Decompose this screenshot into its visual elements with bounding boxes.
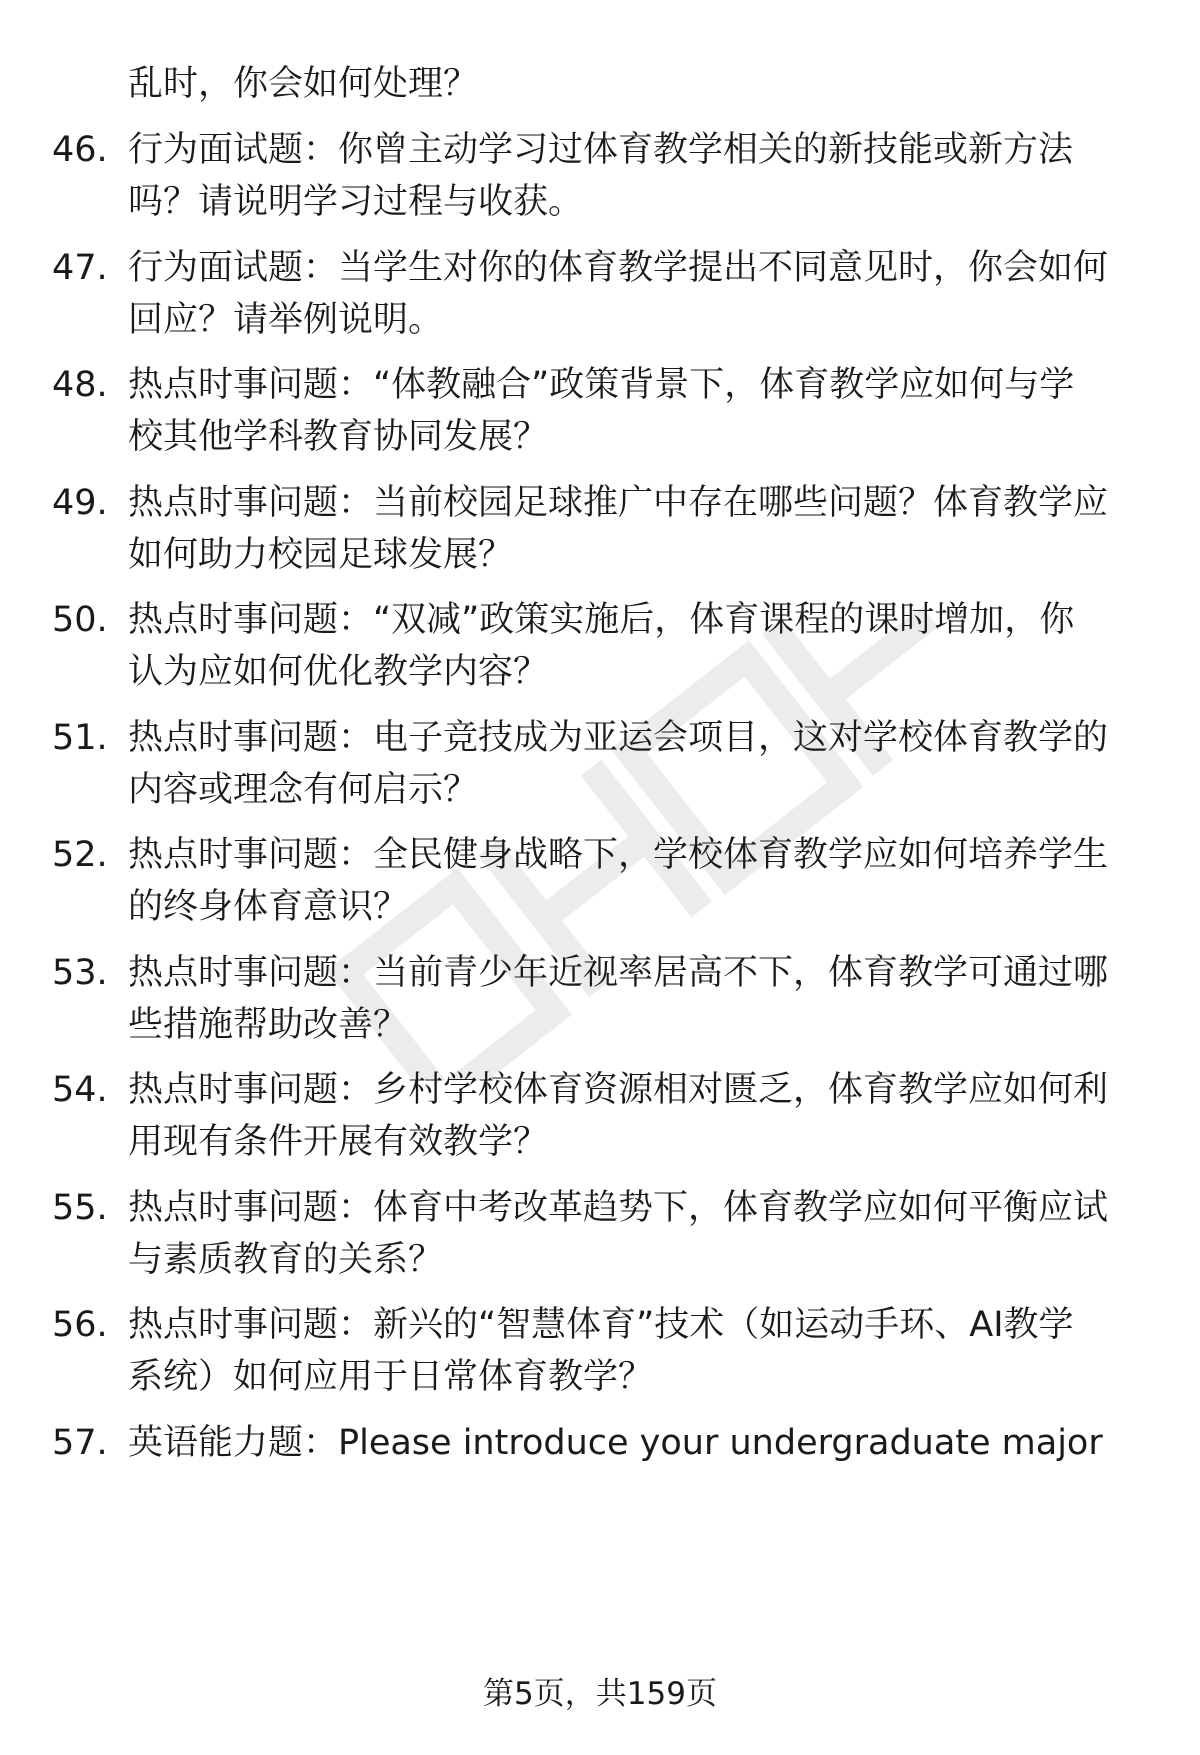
question-number: 54.	[52, 1070, 108, 1110]
question-number: 49.	[52, 483, 108, 523]
question-text-line: 回应？请举例说明。	[128, 300, 444, 340]
question-text-line: 吗？请说明学习过程与收获。	[128, 182, 584, 222]
question-text-line: 行为面试题：当学生对你的体育教学提出不同意见时，你会如何	[128, 248, 1109, 288]
question-text	[128, 359, 1140, 463]
question-text-line: 热点时事问题：体育中考改革趋势下，体育教学应如何平衡应试	[128, 1188, 1109, 1228]
question-text-line: 与素质教育的关系？	[128, 1240, 444, 1280]
question-text-line: 行为面试题：你曾主动学习过体育教学相关的新技能或新方法	[128, 130, 1074, 170]
question-text	[128, 242, 1140, 346]
question-number: 47.	[52, 248, 108, 288]
question-text	[128, 1299, 1140, 1403]
continuation-text: 乱时，你会如何处理？	[128, 64, 479, 104]
question-text-line: 些措施帮助改善？	[128, 1005, 409, 1045]
question-text	[128, 829, 1140, 933]
question-text-line: 英语能力题：Please introduce your undergraduate major	[128, 1423, 1103, 1463]
question-number: 53.	[52, 953, 108, 993]
question-text-line: 如何助力校园足球发展？	[128, 535, 514, 575]
question-text	[128, 124, 1140, 228]
question-text	[128, 712, 1140, 816]
question-text-line: 热点时事问题：当前校园足球推广中存在哪些问题？体育教学应	[128, 483, 1109, 523]
question-text-line: 系统）如何应用于日常体育教学？	[128, 1357, 654, 1397]
question-text-line: 内容或理念有何启示？	[128, 770, 479, 810]
question-text-line: 的终身体育意识？	[128, 887, 409, 927]
question-number: 48.	[52, 365, 108, 405]
question-number: 55.	[52, 1188, 108, 1228]
page-footer: 第5页，共159页	[483, 1676, 717, 1712]
question-text-line: 热点时事问题：乡村学校体育资源相对匮乏，体育教学应如何利	[128, 1070, 1109, 1110]
question-number: 46.	[52, 130, 108, 170]
question-text	[128, 594, 1140, 698]
question-number: 52.	[52, 835, 108, 875]
question-text-line: 热点时事问题：全民健身战略下，学校体育教学应如何培养学生	[128, 835, 1109, 875]
question-text-line: 热点时事问题：电子竞技成为亚运会项目，这对学校体育教学的	[128, 718, 1109, 758]
question-text-line: 校其他学科教育协同发展？	[128, 417, 549, 457]
question-text	[128, 1064, 1140, 1168]
question-number: 56.	[52, 1305, 108, 1345]
question-text-line: 用现有条件开展有效教学？	[128, 1122, 549, 1162]
question-text-line: 认为应如何优化教学内容？	[128, 652, 549, 692]
question-text	[128, 1417, 1140, 1469]
question-text	[128, 1182, 1140, 1286]
question-text	[128, 477, 1140, 581]
question-text-line: 热点时事问题：新兴的“智慧体育”技术（如运动手环、AI教学	[128, 1305, 1074, 1345]
question-text	[128, 947, 1140, 1051]
question-text-line: 热点时事问题：当前青少年近视率居高不下，体育教学可通过哪	[128, 953, 1109, 993]
question-number: 51.	[52, 718, 108, 758]
question-text-line: 热点时事问题：“双减”政策实施后，体育课程的课时增加，你	[128, 600, 1075, 640]
question-text-line: 热点时事问题：“体教融合”政策背景下，体育教学应如何与学	[128, 365, 1075, 405]
question-number: 50.	[52, 600, 108, 640]
question-number: 57.	[52, 1423, 108, 1463]
